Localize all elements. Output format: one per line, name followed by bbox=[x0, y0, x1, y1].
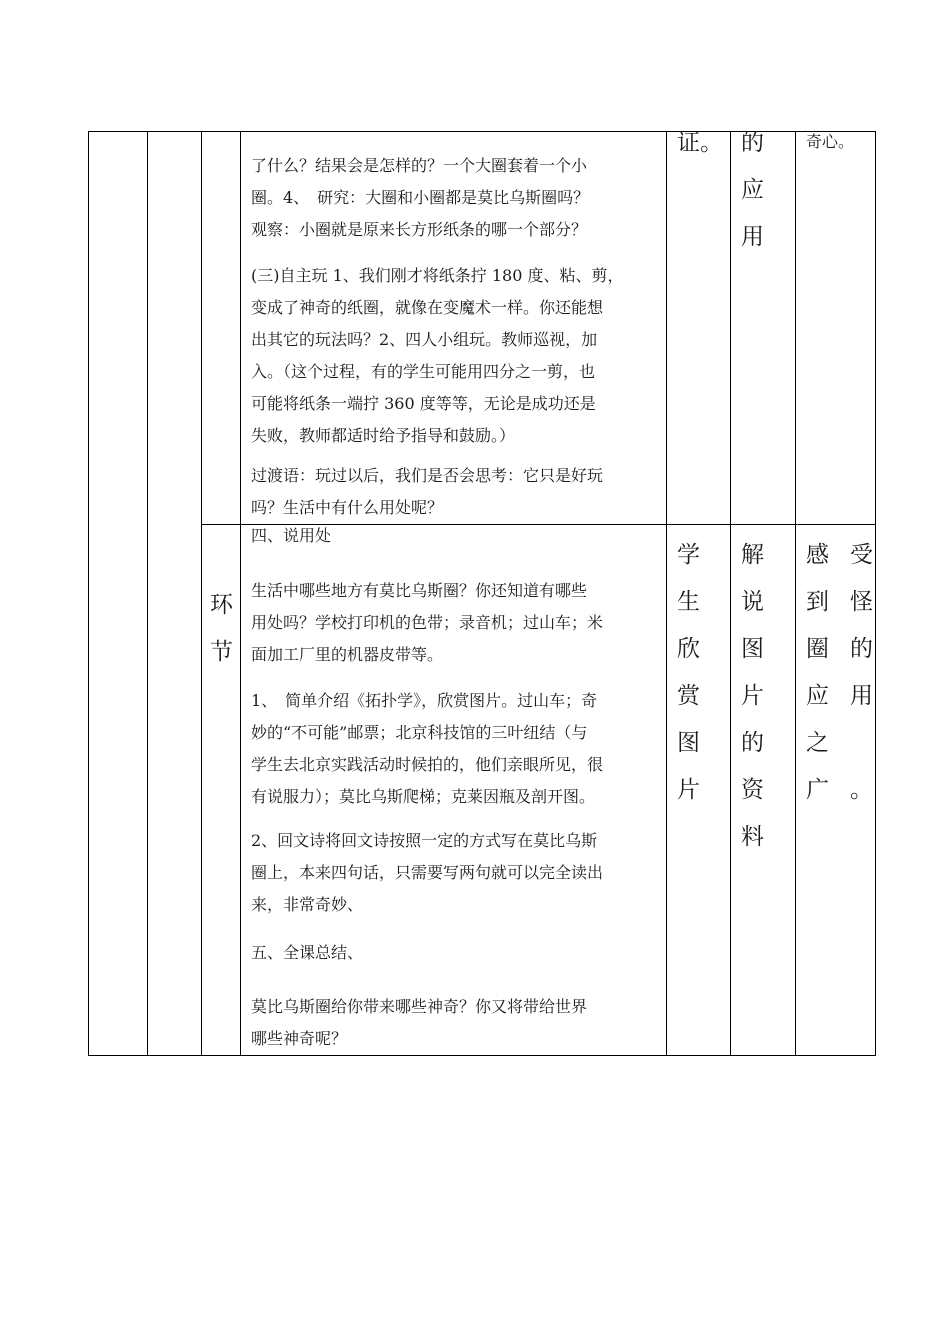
text-line: 吗？生活中有什么用处呢？ bbox=[251, 498, 444, 517]
text-line: 圈上，本来四句话，只需要写两句就可以完全读出 bbox=[251, 863, 604, 882]
cell-char: 解 bbox=[741, 542, 764, 568]
cell-char: 的 bbox=[741, 730, 764, 756]
cell-char: 图 bbox=[677, 730, 700, 756]
uses-paragraph bbox=[251, 575, 661, 671]
column-border bbox=[795, 131, 796, 1056]
cell-char: 赏 bbox=[677, 683, 700, 709]
cell-char: 用 bbox=[741, 224, 764, 250]
text-line: 生活中哪些地方有莫比乌斯圈？你还知道有哪些 bbox=[251, 581, 588, 600]
cell-text: 圈的 bbox=[806, 636, 894, 662]
text-line: 观察：小圈就是原来长方形纸条的哪一个部分？ bbox=[251, 220, 588, 239]
upper-teacher-cell bbox=[741, 120, 764, 261]
stage-label bbox=[210, 582, 233, 676]
cell-text: 到怪 bbox=[806, 589, 894, 615]
table-bottom-border bbox=[88, 1055, 876, 1056]
cell-text: 广。 bbox=[806, 777, 894, 803]
cell-char: 片 bbox=[677, 777, 700, 803]
cell-char: 应 bbox=[741, 177, 764, 203]
cell-char: 图 bbox=[741, 636, 764, 662]
cell-char: 片 bbox=[741, 683, 764, 709]
text-line: 用处吗？学校打印机的色带；录音机；过山车；米 bbox=[251, 613, 604, 632]
cell-char: 说 bbox=[741, 589, 764, 615]
cell-char: 学 bbox=[677, 542, 700, 568]
summary-paragraph bbox=[251, 991, 661, 1055]
text-line: 入。（这个过程，有的学生可能用四分之一剪，也 bbox=[251, 362, 596, 381]
column-border bbox=[730, 131, 731, 1056]
lower-student-cell bbox=[677, 532, 700, 814]
column-border bbox=[201, 131, 202, 1056]
transition-paragraph bbox=[251, 460, 661, 524]
text-line: 失败，教师都适时给予指导和鼓励。） bbox=[251, 426, 516, 445]
section-title: 五、全课总结、 bbox=[251, 943, 364, 962]
cell-char: 环 bbox=[210, 592, 233, 618]
text-line: 面加工厂里的机器皮带等。 bbox=[251, 645, 444, 664]
cell-text: 应用 bbox=[806, 683, 894, 709]
cell-text: 之 bbox=[806, 730, 850, 756]
text-line: 来，非常奇妙、 bbox=[251, 895, 364, 914]
upper-student-cell bbox=[677, 120, 723, 167]
text-line: 哪些神奇呢？ bbox=[251, 1029, 348, 1048]
cell-char: 资 bbox=[741, 777, 764, 803]
cell-char: 的 bbox=[741, 130, 764, 156]
text-line: (三)自主玩 1、我们刚才将纸条拧 180 度、粘、剪， bbox=[251, 266, 624, 285]
column-border bbox=[666, 131, 667, 1056]
lower-intent-cell bbox=[806, 532, 894, 814]
cell-text: 证。 bbox=[677, 130, 723, 156]
text-line: 1、 简单介绍《拓扑学》，欣赏图片。过山车；奇 bbox=[251, 691, 598, 710]
lower-teacher-cell bbox=[741, 532, 764, 861]
column-border bbox=[240, 131, 241, 1056]
column-border bbox=[88, 131, 89, 1056]
self-play-paragraph bbox=[251, 260, 661, 452]
text-line: 了什么？结果会是怎样的？一个大圈套着一个小 bbox=[251, 156, 588, 175]
text-line: 过渡语：玩过以后，我们是否会思考：它只是好玩 bbox=[251, 466, 604, 485]
cell-char: 料 bbox=[741, 824, 764, 850]
upper-intent-cell: 奇心。 bbox=[806, 132, 855, 151]
text-line: 可能将纸条一端拧 360 度等等，无论是成功还是 bbox=[251, 394, 596, 413]
poem-paragraph bbox=[251, 825, 661, 921]
text-line: 学生去北京实践活动时候拍的，他们亲眼所见，很 bbox=[251, 755, 604, 774]
column-border bbox=[147, 131, 148, 1056]
text-line: 有说服力）；莫比乌斯爬梯；克莱因瓶及剖开图。 bbox=[251, 787, 596, 806]
exploration-paragraph bbox=[251, 150, 661, 246]
text-line: 莫比乌斯圈给你带来哪些神奇？你又将带给世界 bbox=[251, 997, 588, 1016]
text-line: 2、回文诗将回文诗按照一定的方式写在莫比乌斯 bbox=[251, 831, 598, 850]
text-line: 圈。4、 研究：大圈和小圈都是莫比乌斯圈吗？ bbox=[251, 188, 590, 207]
text-line: 变成了神奇的纸圈，就像在变魔术一样。你还能想 bbox=[251, 298, 604, 317]
text-line: 出其它的玩法吗？2、四人小组玩。教师巡视，加 bbox=[251, 330, 598, 349]
text-line: 妙的“不可能”邮票；北京科技馆的三叶纽结（与 bbox=[251, 723, 588, 742]
cell-char: 节 bbox=[210, 639, 233, 665]
section-title: 四、说用处 bbox=[251, 526, 332, 545]
topology-paragraph bbox=[251, 685, 661, 813]
cell-text: 感受 bbox=[806, 542, 894, 568]
cell-char: 欣 bbox=[677, 636, 700, 662]
cell-char: 生 bbox=[677, 589, 700, 615]
